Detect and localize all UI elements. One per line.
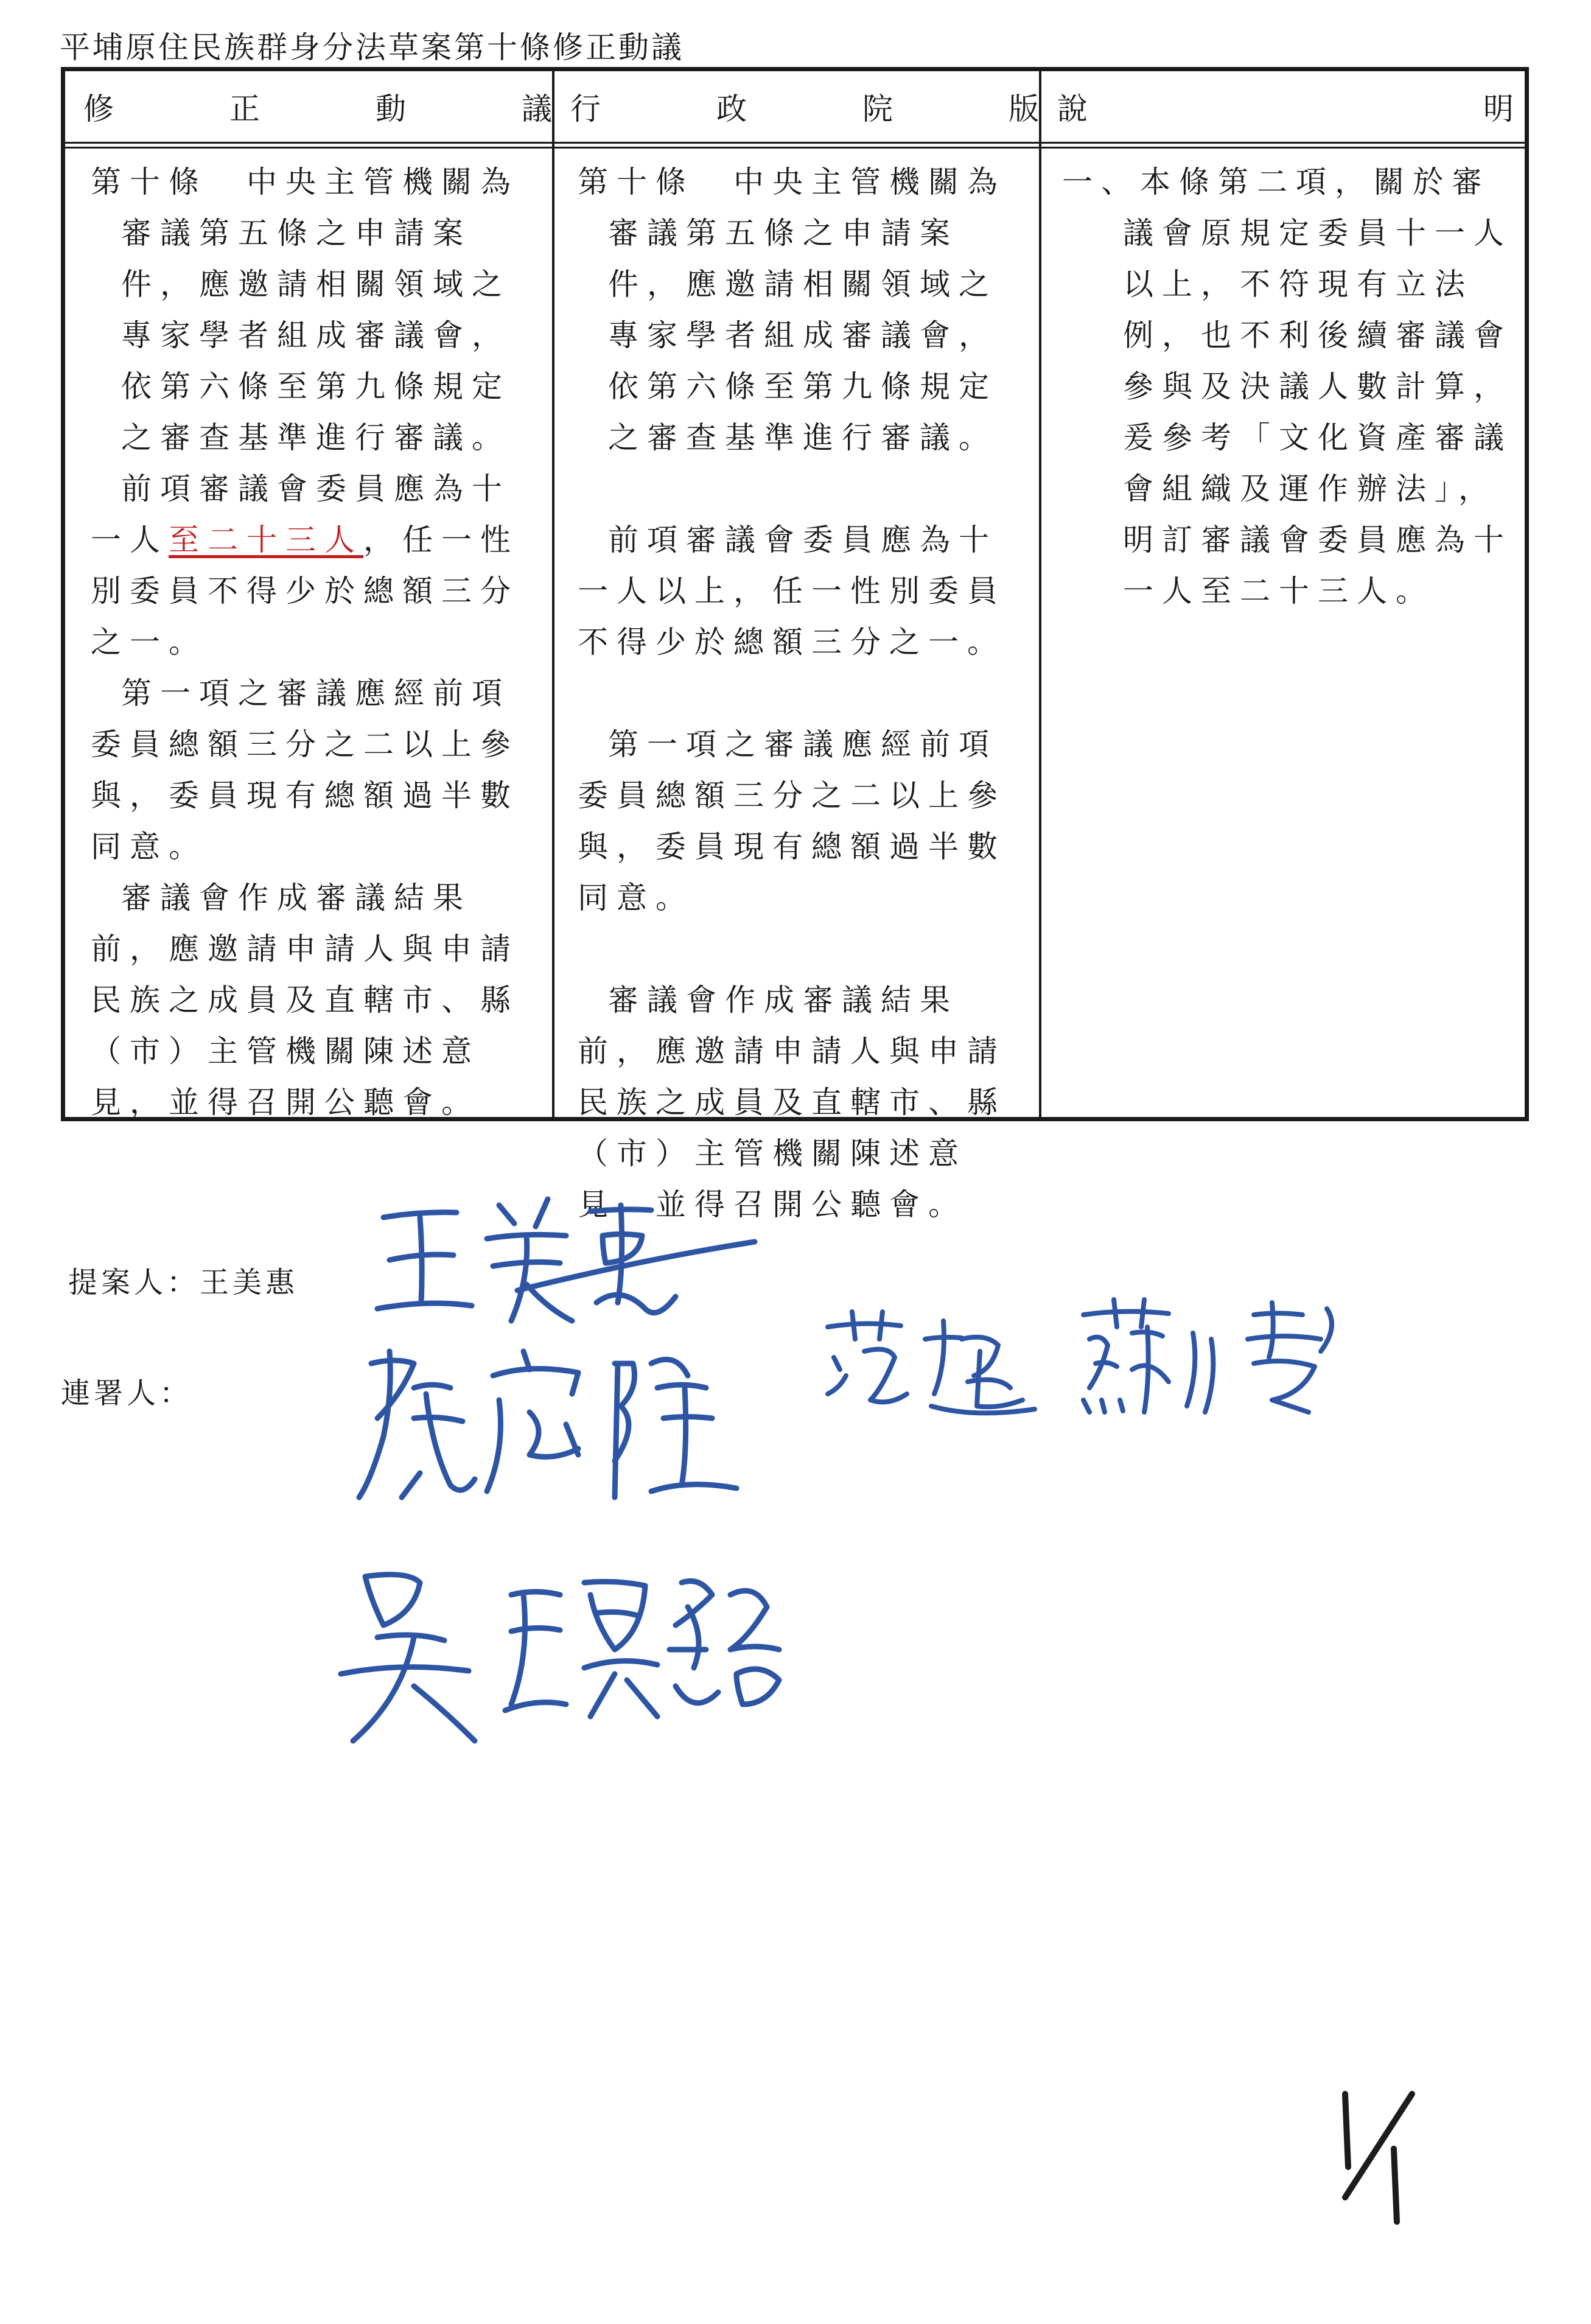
- header-divider: [65, 142, 1525, 144]
- header-executive-char: 院: [862, 91, 893, 127]
- cosigner-signature-2: [816, 1303, 1059, 1424]
- explanation-para-1: 一、本條第二項，關於審議會原規定委員十一人以上，不符現有立法例，也不利後續審議會參與及決議人數計算，爰參考「文化資產審議會組織及運作辦法」，明訂審議會委員應為十一人至二十三人。: [1062, 164, 1512, 609]
- header-amendment-char: 修: [83, 91, 114, 127]
- page-number-mark: [1321, 2076, 1455, 2234]
- proposer-label: 提案人：王美惠: [68, 1265, 299, 1300]
- amendment-article-para: 第十條 中央主管機關為審議第五條之申請案件，應邀請相關領域之專家學者組成審議會，依第六條至第九條規定之審查基準進行審議。: [91, 164, 519, 455]
- column-divider-2: [1039, 71, 1041, 1117]
- comparison-table: [61, 67, 1529, 1222]
- amendment-para-4: 審議會作成審議結果前，應邀請申請人與申請民族之成員及直轄市、縣（市）主管機關陳述意見，並得召開公聽會。: [91, 880, 519, 1120]
- header-explanation: [1057, 71, 1514, 142]
- header-explanation-char: 說: [1057, 91, 1088, 127]
- amendment-highlight: 至二十三人: [169, 522, 363, 558]
- header-amendment: [83, 71, 552, 142]
- header-amendment-char: 正: [229, 91, 260, 127]
- proposer-signature: [365, 1181, 791, 1339]
- amendment-column: [91, 156, 547, 1128]
- header-amendment-char: 動: [376, 91, 406, 127]
- cosigner-label: 連署人：: [61, 1376, 193, 1410]
- column-divider-1: [552, 71, 554, 1117]
- header-executive-char: 政: [716, 91, 747, 127]
- header-executive-char: 行: [570, 91, 601, 127]
- cosigner-signature-1: [347, 1327, 773, 1510]
- table-header-row: [65, 71, 1525, 142]
- executive-para-3: 第一項之審議應經前項委員總額三分之二以上參與，委員現有總額過半數同意。: [578, 727, 1006, 915]
- header-amendment-char: 議: [522, 91, 552, 127]
- header-executive: [570, 71, 1039, 142]
- cosigner-signature-4: [329, 1558, 816, 1765]
- executive-para-4: 審議會作成審議結果前，應邀請申請人與申請民族之成員及直轄市、縣（市）主管機關陳述意見，並得召開公聽會。: [578, 982, 1006, 1222]
- header-explanation-char: 明: [1483, 91, 1514, 127]
- executive-para-2: 前項審議會委員應為十一人以上，任一性別委員不得少於總額三分之一。: [578, 522, 1006, 660]
- amendment-para-3: 第一項之審議應經前項委員總額三分之二以上參與，委員現有總額過半數同意。: [91, 676, 519, 864]
- header-executive-char: 版: [1009, 91, 1039, 127]
- header-divider-double: [65, 147, 1525, 149]
- amendment-text: ，任一性別委員不得少於總額三分之一。: [91, 522, 519, 660]
- amendment-para-2: [91, 463, 547, 668]
- executive-column: [578, 156, 1034, 1230]
- explanation-column: [1062, 156, 1525, 617]
- cosigner-signature-3: [1071, 1290, 1363, 1424]
- executive-article-para: 第十條 中央主管機關為審議第五條之申請案件，應邀請相關領域之專家學者組成審議會，依第六條至第九條規定之審查基準進行審議。: [578, 164, 1006, 455]
- document-title: 平埔原住民族群身分法草案第十條修正動議: [60, 30, 684, 65]
- amendment-text: 前項審議會委員應為十一人: [91, 471, 511, 558]
